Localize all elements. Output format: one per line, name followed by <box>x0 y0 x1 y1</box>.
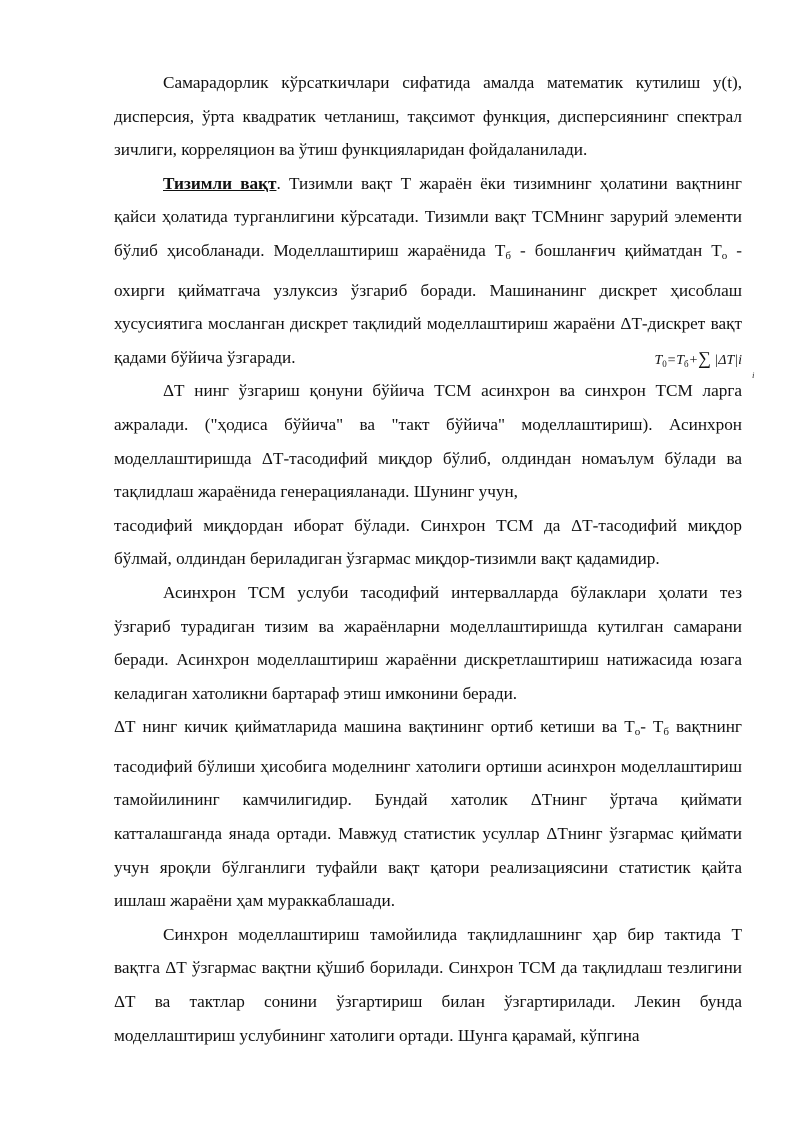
term-system-time: Тизимли вақт <box>163 173 277 193</box>
paragraph-async-continuation: тасодифий миқдордан иборат бўлади. Синхрон ТСМ да ΔТ-тасодифий миқдор бўлмай, олдиндан бериладиган ўзгармас миқдор-тизимли вақт қадамидир. <box>114 515 742 569</box>
paragraph-async-method: Асинхрон ТСМ услуби тасодифий интервалларда бўлаклари ҳолати тез ўзгариб турадиган тизим ва жараёнларни моделлаштиришда кутилган самарани беради. Асинхрон моделлаштириш жараённи дискретлаштириш натижасида юзага келадиган хатоликни бартараф этиш имконини беради. <box>114 582 742 703</box>
paragraph-async-sync: ΔТ нинг ўзгариш қонуни бўйича ТСМ асинхрон ва синхрон ТСМ ларга ажралади. ("ҳодиса бўйича" ва "такт бўйича" моделлаштириш). Асинхрон моделлаштиришда ΔТ-тасодифий миқдор бўлиб, олдиндан номаълум бўлади ва тақлидлаш жараёнида генерацияланади. Шунинг учун, $T_0=T_б+\sum$ i |ΔT|i <box>114 348 755 502</box>
document-page <box>114 66 755 1052</box>
paragraph-sync-method: Синхрон моделлаштириш тамойилида тақлидлашнинг ҳар бир тактида Т вақтга ΔТ ўзгармас вақтни қўшиб борилади. Синхрон ТСМ да тақлидлаш тезлигини ΔТ ва тактлар сонини ўзгартириш билан ўзгартирилади. Лекин бунда моделлаштириш услубининг хатолиги ортади. Шунга қарамай, кўпгина <box>114 924 742 1045</box>
paragraph-efficiency-indicators: Самарадорлик кўрсаткичлари сифатида амалда математик кутилиш y(t), дисперсия, ўрта квадратик четланиш, тақсимот функция, дисперсиянинг спектрал зичлиги, корреляцион ва ўтиш функцияларидан фойдаланилади. <box>114 73 742 160</box>
paragraph-system-time: Тизимли вақт. Тизимли вақт Т жараён ёки тизимнинг ҳолатини вақтнинг қайси ҳолатида турганлигини кўрсатади. Тизимли вақт ТСМнинг зарурий элементи бўлиб ҳисобланади. Моделлаштириш жараёнида $Т_б$ - бошланғич қийматдан $Т_о$ - охирги қийматгача узлуксиз ўзгариб боради. Машинанинг дискрет ҳисоблаш хусусиятига мосланган дискрет тақлидий моделлаштириш жараёни ΔТ-дискрет вақт қадами бўйича ўзгаради. <box>114 173 742 367</box>
formula-t0: $T_0=T_б+\sum$ i |ΔT|i <box>654 348 755 381</box>
paragraph-async-drawback: ΔТ нинг кичик қийматларида машина вақтининг ортиб кетиши ва $Т_о-$ $Т_б$ вақтнинг тасодифий бўлиши ҳисобига моделнинг хатолиги ортиши асинхрон моделлаштириш тамойилининг камчилигидир. Бундай хатолик ΔТнинг ўртача қиймати катталашганда янада ортади. Мавжуд статистик усуллар ΔТнинг ўзгармас қиймати учун яроқли бўлганлиги туфайли вақт қатори реализациясини статистик қайта ишлаш жараёни ҳам мураккаблашади. <box>114 717 742 911</box>
